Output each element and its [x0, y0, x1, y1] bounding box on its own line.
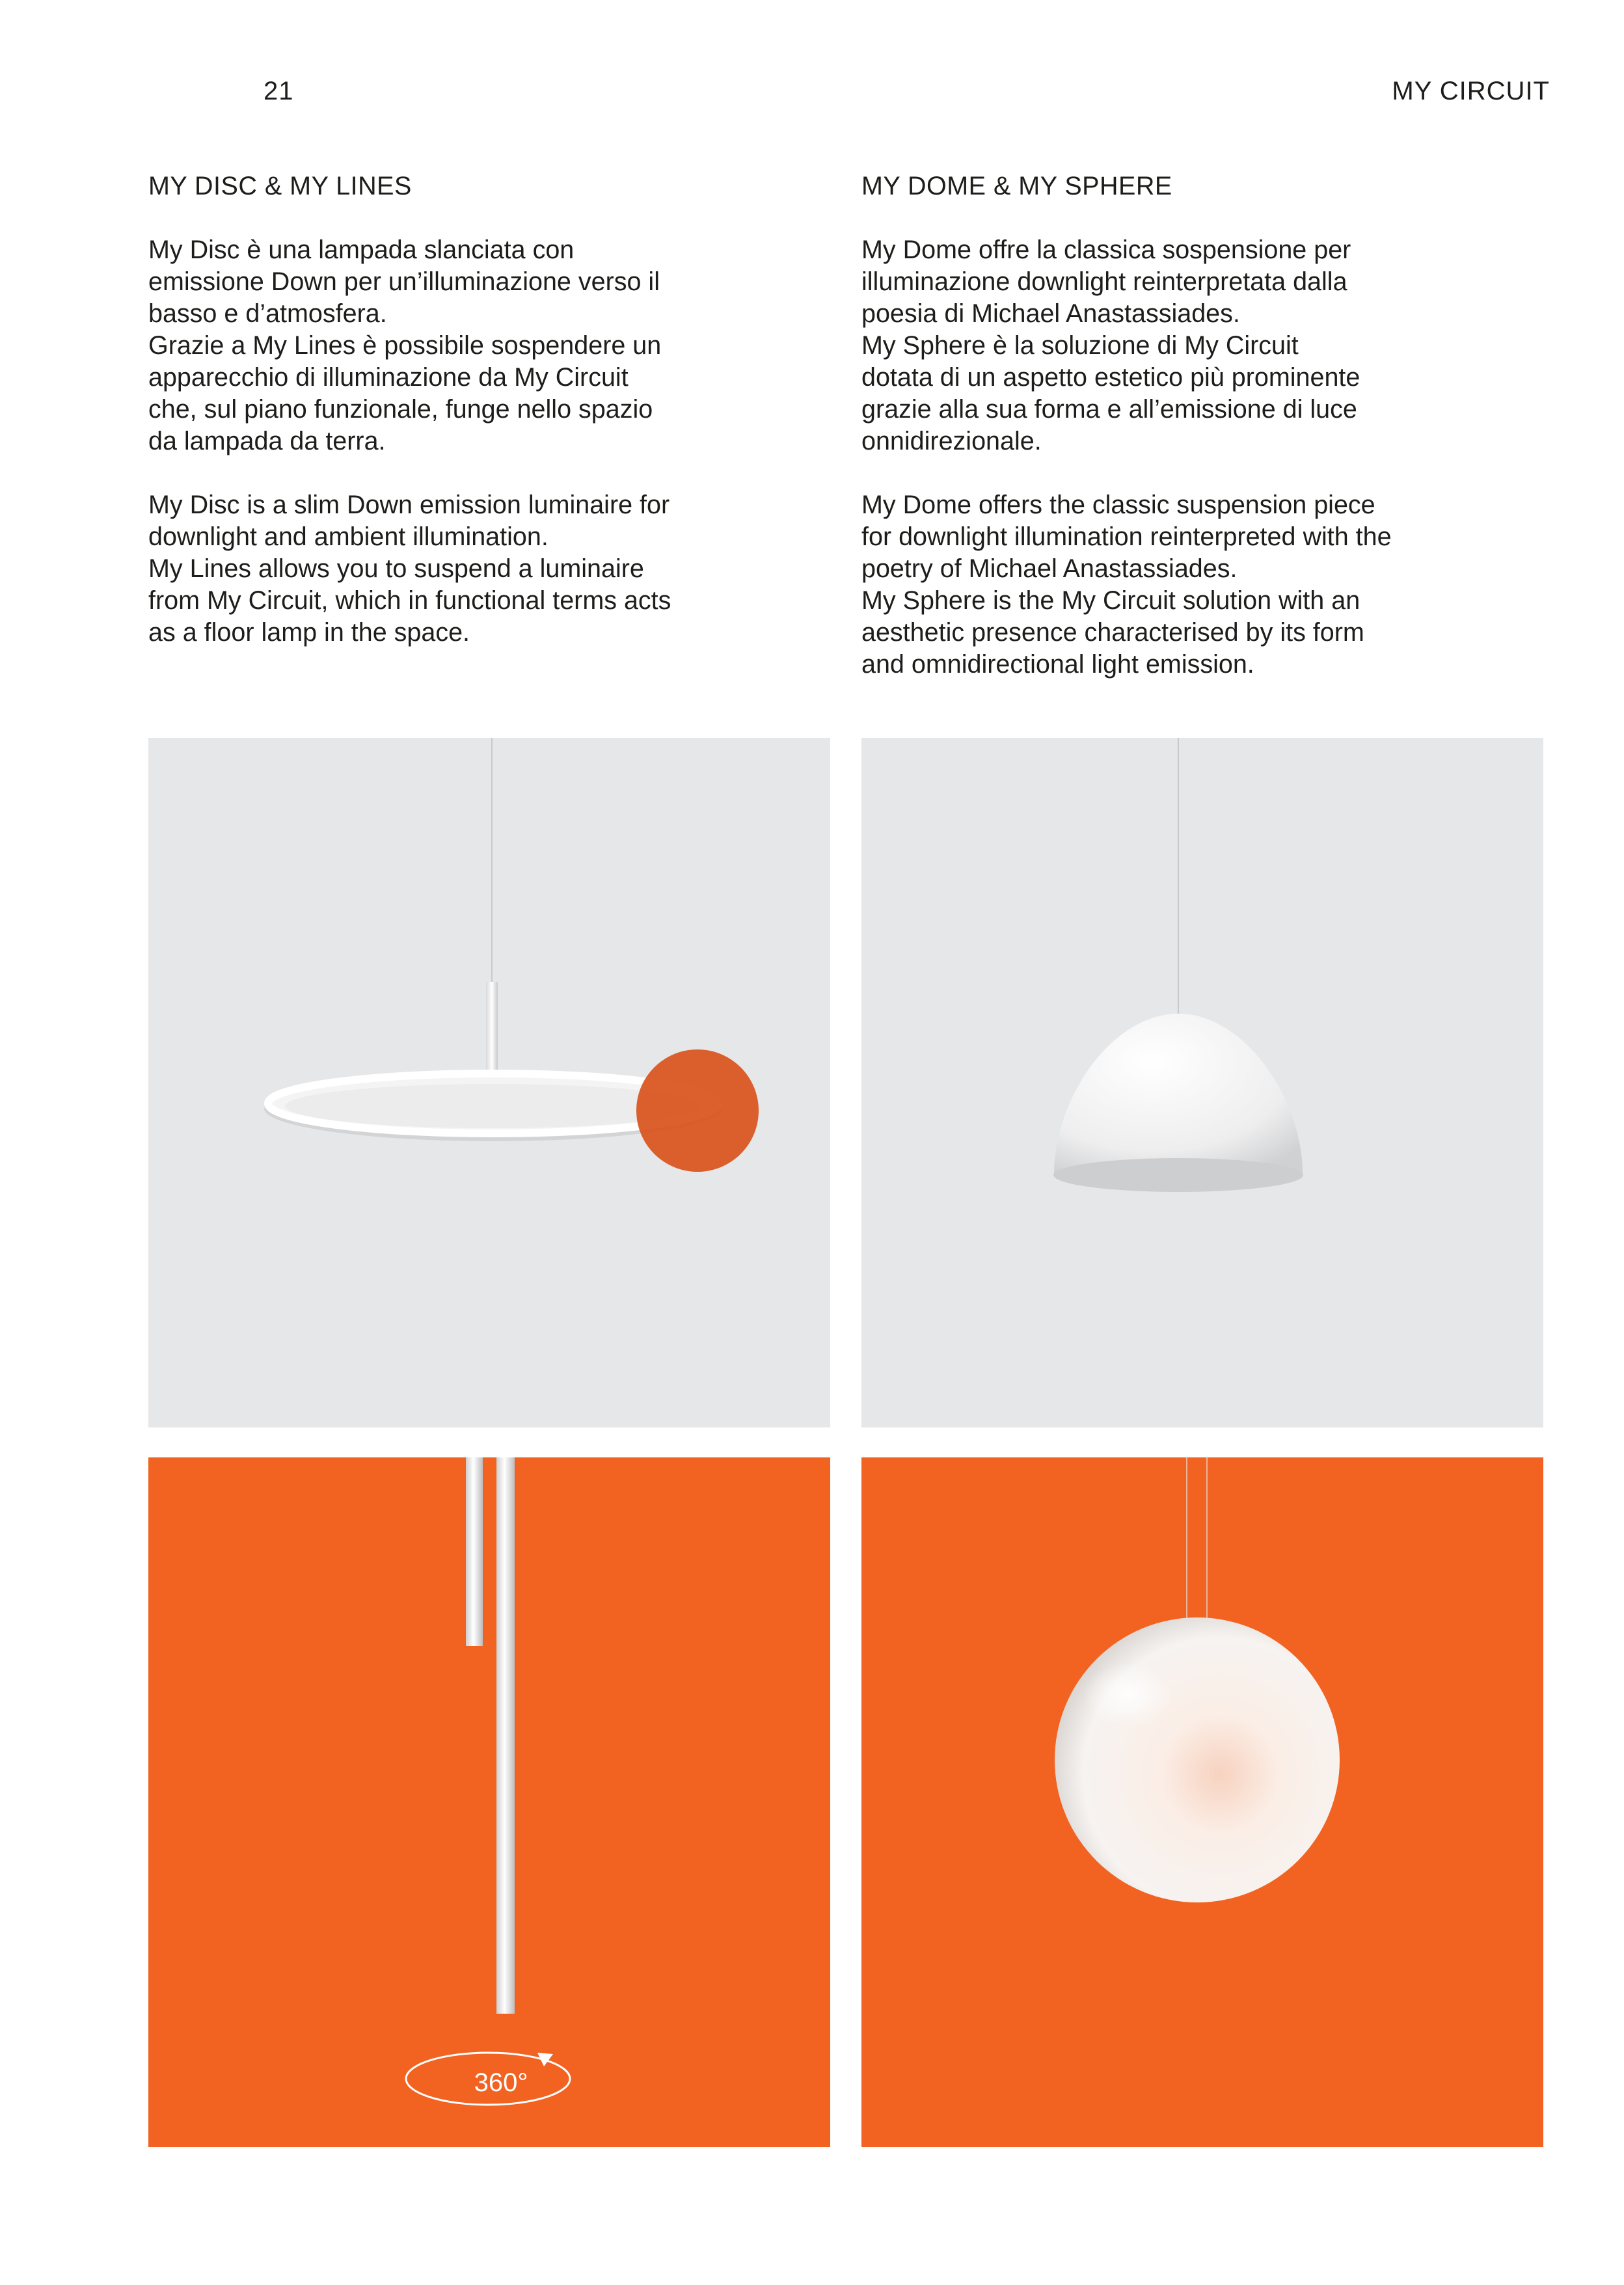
long-line-tube — [496, 1457, 515, 2014]
brand-title: MY CIRCUIT — [1392, 77, 1550, 105]
page-number: 21 — [264, 77, 294, 105]
section-title-disc-lines: MY DISC & MY LINES — [148, 172, 412, 200]
orange-dot — [636, 1049, 759, 1172]
my-disc-image — [148, 738, 830, 1427]
my-dome-image — [861, 738, 1543, 1427]
sphere-globe — [1055, 1617, 1340, 1902]
sphere-highlight — [1083, 1662, 1174, 1727]
rotation-360-label: 360° — [474, 2068, 528, 2097]
left-column — [148, 170, 753, 681]
right-column — [861, 170, 1467, 712]
my-lines-image — [148, 1457, 830, 2147]
short-line-tube — [466, 1457, 483, 1646]
dome-opening — [1053, 1158, 1303, 1192]
my-sphere-image — [861, 1457, 1543, 2147]
english-text-disc-lines: My Disc is a slim Down emission luminaire for downlight and ambient illumination. My Lines allows you to suspend a luminaire from My Circuit, which in functional terms acts as a floor lamp in the space. — [148, 491, 671, 647]
italian-text-disc-lines: My Disc è una lampada slanciata con emissione Down per un’illuminazione verso il basso e d’atmosfera. Grazie a My Lines è possibile sospendere un apparecchio di illuminazione da My Circuit che, sul piano funzionale, funge nello spazio da lampada da terra. — [148, 236, 662, 455]
english-text-dome-sphere: My Dome offers the classic suspension piece for downlight illumination reinterpreted with the poetry of Michael Anastassiades. My Sphere is the My Circuit solution with an aesthetic presence characterised by its form and omnidirectional light emission. — [861, 491, 1392, 679]
section-title-dome-sphere: MY DOME & MY SPHERE — [861, 172, 1172, 200]
dome-shade — [1054, 1014, 1303, 1174]
italian-text-dome-sphere: My Dome offre la classica sospensione per illuminazione downlight reinterpretata dalla poesia di Michael Anastassiades. My Sphere è la soluzione di My Circuit dotata di un aspetto estetico più prominente grazie alla sua forma e all’emissione di luce onnidirezionale. — [861, 236, 1360, 455]
